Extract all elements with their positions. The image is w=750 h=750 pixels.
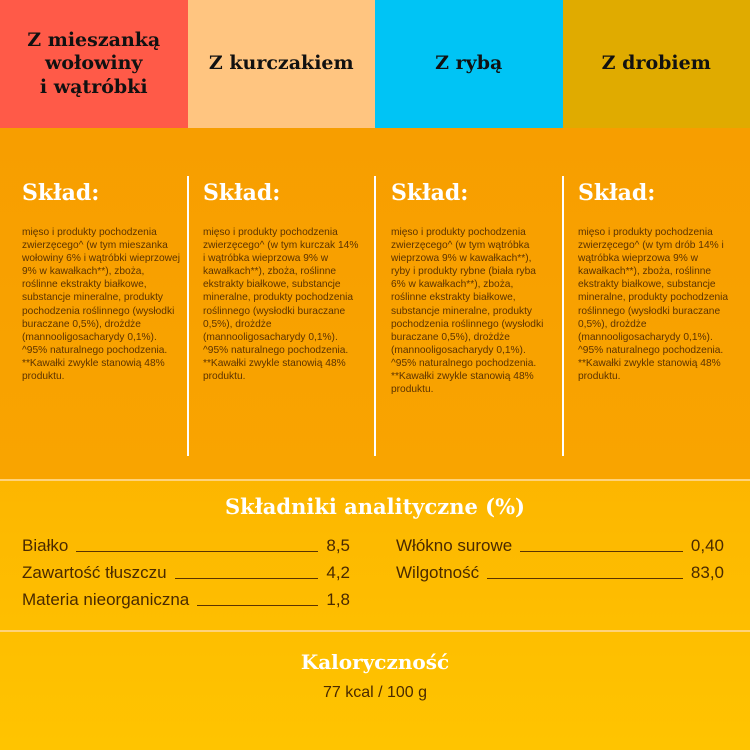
calories-title: Kaloryczność bbox=[300, 650, 450, 674]
nutrient-value: 1,8 bbox=[326, 590, 350, 609]
composition-title: Skład: bbox=[391, 180, 469, 206]
leader-line bbox=[520, 551, 683, 552]
leader-line bbox=[175, 578, 319, 579]
nutrient-row-moisture bbox=[396, 563, 724, 583]
tab-beef-liver bbox=[0, 0, 188, 128]
column-divider bbox=[562, 176, 564, 456]
nutrient-label: Zawartość tłuszczu bbox=[22, 563, 167, 582]
analytic-title: Składniki analityczne (%) bbox=[225, 494, 525, 519]
leader-line bbox=[197, 605, 318, 606]
nutrient-value: 0,40 bbox=[690, 536, 724, 555]
nutrient-value: 8,5 bbox=[326, 536, 350, 555]
nutrient-row-protein bbox=[22, 536, 350, 556]
nutrient-label: Wilgotność bbox=[396, 563, 480, 582]
composition-text: mięso i produkty pochodzenia zwierzęcego^ (w tym kurczak 14% i wątróbka wieprzowa 9% w kawałkach**), zboża, roślinne ekstrakty białkowe, substancje mineralne, produkty pochodzenia roślinnego (wysłodki buraczane 0,5%), drożdże (mannooligosacharydy 0,1%). ^95% naturalnego pochodzenia. **Kawałki zwykle stanowią 48% produktu. bbox=[203, 227, 359, 383]
nutrient-value: 83,0 bbox=[690, 563, 724, 582]
nutrient-label: Materia nieorganiczna bbox=[22, 590, 190, 609]
tab-label: Z rybą bbox=[435, 52, 503, 75]
nutrient-label: Włókno surowe bbox=[396, 536, 513, 555]
tab-label: Z kurczakiem bbox=[208, 52, 354, 75]
leader-line bbox=[487, 578, 683, 579]
column-divider bbox=[187, 176, 189, 456]
composition-text: mięso i produkty pochodzenia zwierzęcego^ (w tym mieszanka wołowiny 6% i wątróbki wieprzowej 9% w kawałkach**), zboża, roślinne ekstrakty białkowe, substancje mineralne, produkty pochodzenia roślinnego (wysłodki buraczane 0,5%), drożdże (mannooligosacharydy 0,1%). ^95% naturalnego pochodzenia. **Kawałki zwykle stanowią 48% produktu. bbox=[22, 227, 180, 383]
variant-tabs bbox=[0, 0, 750, 128]
composition-column-poultry bbox=[578, 176, 738, 456]
nutrient-row-fat bbox=[22, 563, 350, 583]
section-divider bbox=[0, 630, 750, 632]
nutrient-label: Białko bbox=[22, 536, 69, 555]
nutrient-value: 4,2 bbox=[326, 563, 350, 582]
composition-column-chicken bbox=[203, 176, 363, 456]
composition-text: mięso i produkty pochodzenia zwierzęcego^ (w tym wątróbka wieprzowa 9% w kawałkach**), ryby i produkty rybne (biała ryba 6% w kawałkach**), zboża, roślinne ekstrakty białkowe, substancje mineralne, produkty pochodzenia roślinnego (wysłodki buraczane 0,5%), drożdże (mannooligosacharydy 0,1%). ^95% naturalnego pochodzenia. **Kawałki zwykle stanowią 48% produktu. bbox=[391, 227, 544, 396]
composition-title: Skład: bbox=[578, 180, 656, 206]
tab-fish bbox=[375, 0, 563, 128]
composition-text: mięso i produkty pochodzenia zwierzęcego^ (w tym drób 14% i wątróbka wieprzowa 9% w kawałkach**), zboża, roślinne ekstrakty białkowe, substancje mineralne, produkty pochodzenia roślinnego (wysłodki buraczane 0,5%), drożdże (mannooligosacharydy 0,1%). ^95% naturalnego pochodzenia. **Kawałki zwykle stanowią 48% produktu. bbox=[578, 227, 729, 383]
nutrient-row-ash bbox=[22, 590, 350, 610]
calories-value: 77 kcal / 100 g bbox=[322, 684, 428, 701]
section-divider bbox=[0, 479, 750, 481]
tab-poultry bbox=[563, 0, 750, 128]
composition-column-beef bbox=[22, 176, 182, 456]
tab-label: Z mieszanką wołowiny i wątróbki bbox=[27, 29, 161, 98]
composition-title: Skład: bbox=[22, 180, 100, 206]
composition-title: Skład: bbox=[203, 180, 281, 206]
column-divider bbox=[374, 176, 376, 456]
nutrient-row-fibre bbox=[396, 536, 724, 556]
leader-line bbox=[76, 551, 318, 552]
tab-chicken bbox=[188, 0, 376, 128]
tab-label: Z drobiem bbox=[601, 52, 711, 75]
composition-column-fish bbox=[391, 176, 551, 456]
